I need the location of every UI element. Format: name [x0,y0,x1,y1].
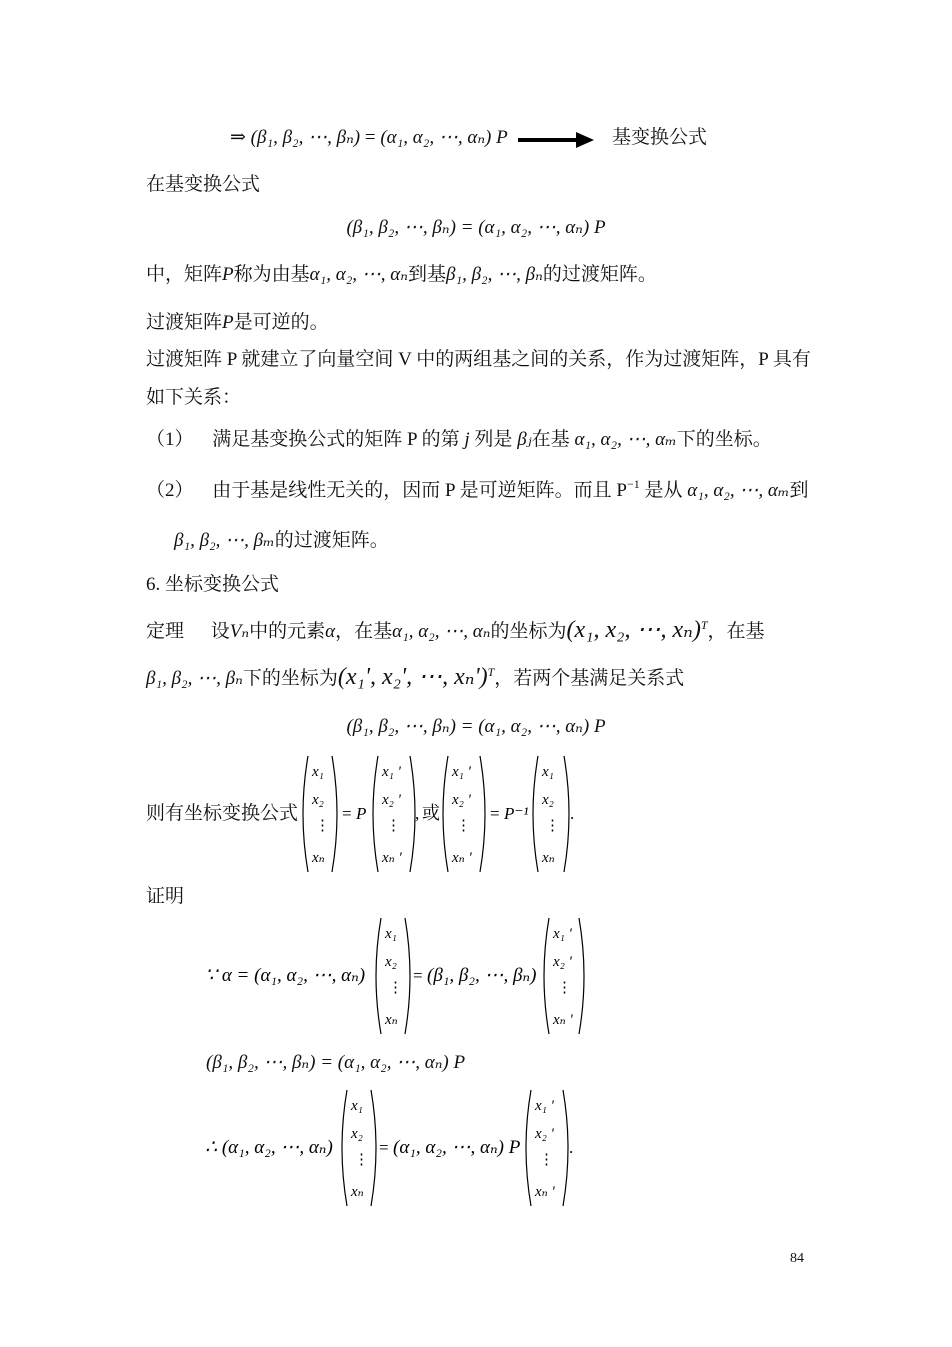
proof3-vec-x-dots: ⋮ [354,1152,369,1168]
vec-xp2-dots: ⋮ [456,818,471,834]
matrix-x-2 [533,756,569,872]
thm-text-e: ，在基 [707,621,765,642]
invertible-line [146,310,329,336]
thm-text-b: 中的元素 [249,621,326,642]
thm-Vn: Vₙ [229,621,250,642]
period-2: . [569,1138,574,1157]
proof-equation-1 [205,914,605,1038]
vec-xp2-n: xₙ ' [452,850,472,866]
vec-xp-2: x₂ ' [382,792,401,808]
thm-coords: (x₁, x₂, ⋯, xₙ) [566,617,701,643]
arrow-label: 基变换公式 [612,127,708,148]
list-item-2-cont [174,528,389,554]
relation-line-2: 如下关系： [146,387,242,408]
proof-vec-xp-n: xₙ ' [553,1012,573,1028]
vec-xp-dots: ⋮ [386,818,401,834]
item1-number: （1） [146,429,194,450]
p-def-text-d: 的过渡矩阵。 [542,264,657,285]
p-def-text-b: 称为由基 [233,264,310,285]
proof3-matrix-x [342,1090,376,1206]
item2-text-d: 的过渡矩阵。 [274,530,389,551]
top-equation [230,125,508,151]
item1-text-c: 在基 [531,429,570,450]
proof3-vec-x-2: x₂ [351,1126,363,1142]
period-1: . [570,804,575,823]
comma-sep: , [415,804,420,823]
proof3-matrix-xp [526,1090,568,1206]
proof3-alpha-P: (α₁, α₂, ⋯, αₙ) P [393,1137,521,1158]
proof-equation-3 [205,1086,605,1210]
thm-text-d: 的坐标为 [490,621,567,642]
list-item-2 [146,478,809,504]
thm2-coords: (x₁', x₂', ⋯, xₙ') [337,664,488,690]
proof-vec-xp-dots: ⋮ [557,980,572,996]
thm-text-c: ，在基 [335,621,393,642]
page-number: 84 [790,1251,804,1266]
proof-equation-2: (β₁, β₂, ⋯, βₙ) = (α₁, α₂, ⋯, αₙ) P [206,1052,466,1073]
item1-alpha: α₁, α₂, ⋯, αₘ [574,429,677,450]
proof3-vec-xp-n: xₙ ' [535,1184,555,1200]
proof-vec-xp-1: x₁ ' [553,926,572,942]
vec-x2-dots: ⋮ [545,818,560,834]
matrix-Pinv: P⁻¹ [504,804,529,823]
or-text: 或 [422,803,440,823]
proof-vec-x-2: x₂ [385,954,397,970]
section-title: 6. 坐标变换公式 [146,574,280,595]
item1-text-d: 下的坐标。 [676,429,772,450]
basis-equation-2: (β₁, β₂, ⋯, βₙ) = (α₁, α₂, ⋯, αₙ) P [346,716,606,737]
p-def-text-c: 到基 [407,264,446,285]
top-eq-lhs: (β₁, β₂, ⋯, βₙ) [250,127,361,148]
thm-basis: α₁, α₂, ⋯, αₙ [392,621,491,642]
proof3-vec-x-n: xₙ [351,1184,364,1200]
proof-vec-x-n: xₙ [385,1012,398,1028]
matrix-P-1: P [356,804,367,823]
proof-vec-x-dots: ⋮ [388,980,403,996]
matrix-xp-1 [373,756,415,872]
intro-text: 在基变换公式 [146,174,261,195]
p-definition [146,262,657,288]
list-item-1 [146,427,772,453]
item2-beta: β₁, β₂, ⋯, βₘ [174,530,275,551]
proof3-vec-x-1: x₁ [351,1098,363,1114]
matrix-x-1 [303,756,337,872]
invertible-text-a: 过渡矩阵 [146,312,223,333]
item2-text-a: 由于基是线性无关的，因而 P 是可逆矩阵。而且 P [212,480,627,501]
invertible-text-b: 是可逆的。 [233,312,329,333]
top-eq-rhs: (α₁, α₂, ⋯, αₙ) P [380,127,508,148]
item1-beta: βⱼ [517,429,532,450]
item1-j: j [464,429,470,450]
proof-vec-x-1: x₁ [385,926,397,942]
implies-symbol: ⇒ [230,127,246,148]
theorem-line-2 [146,664,684,692]
therefore-alpha: ∴ (α₁, α₂, ⋯, αₙ) [205,1137,333,1158]
proof-vec-xp-2: x₂ ' [553,954,572,970]
item2-text-b: 是从 [644,480,683,501]
item2-superscript: −1 [626,477,640,491]
p-def-alpha: α₁, α₂, ⋯, αₙ [309,264,408,285]
right-arrow-icon [518,130,594,150]
item1-text-a: 满足基变换公式的矩阵 P 的第 [212,429,460,450]
item2-alpha: α₁, α₂, ⋯, αₘ [687,480,790,501]
relation-line-1: 过渡矩阵 P 就建立了向量空间 V 中的两组基之间的关系，作为过渡矩阵，P 具有 [146,349,811,370]
vec-xp-1: x₁ ' [382,764,401,780]
proof3-vec-xp-1: x₁ ' [535,1098,554,1114]
basis-equation: (β₁, β₂, ⋯, βₙ) = (α₁, α₂, ⋯, αₙ) P [346,217,606,238]
theorem-label: 定理 [146,621,185,642]
vec-x2-1: x₁ [542,764,554,780]
vec-x-dots: ⋮ [315,818,330,834]
proof-matrix-x [376,918,410,1034]
proof3-vec-xp-2: x₂ ' [535,1126,554,1142]
thm2-transpose: T [487,665,495,679]
vec-x2-2: x₂ [542,792,554,808]
proof3-eq-sign: = [379,1138,389,1157]
proof-eq-sign: = [413,966,423,985]
because-alpha: ∵ α = (α₁, α₂, ⋯, αₙ) [205,965,366,986]
vec-xp2-1: x₁ ' [452,764,471,780]
proof-label: 证明 [146,886,185,907]
proof3-vec-xp-dots: ⋮ [539,1152,554,1168]
vec-x-1: x₁ [312,764,324,780]
coord-formula [296,752,596,876]
p-def-text-a: 中，矩阵 [146,264,223,285]
matrix-xp-2 [443,756,485,872]
vec-xp-n: xₙ ' [382,850,402,866]
vec-x-2: x₂ [312,792,324,808]
thm2-basis: β₁, β₂, ⋯, βₙ [146,668,243,689]
thm2-text-b: ，若两个基满足关系式 [494,668,685,689]
thm2-text-a: 下的坐标为 [242,668,338,689]
eq-sign-2: = [490,804,500,823]
p-def-P: P [222,264,234,285]
proof-matrix-xp [544,918,584,1034]
item2-number: （2） [146,480,194,501]
eq-sign-1: = [342,804,352,823]
coord-formula-label: 则有坐标变换公式 [146,803,299,824]
theorem-line-1 [146,617,765,645]
thm-transpose: T [700,618,708,632]
item2-text-c: 到 [789,480,809,501]
vec-xp2-2: x₂ ' [452,792,471,808]
invertible-P: P [222,312,234,333]
top-eq-equals: = [364,127,376,148]
proof-beta-tuple: (β₁, β₂, ⋯, βₙ) [427,965,537,986]
thm-alpha: α [325,621,336,642]
item1-text-b: 列是 [474,429,513,450]
vec-x2-n: xₙ [542,850,555,866]
p-def-beta: β₁, β₂, ⋯, βₙ [446,264,543,285]
thm-text-a: 设 [210,621,230,642]
vec-x-n: xₙ [312,850,325,866]
